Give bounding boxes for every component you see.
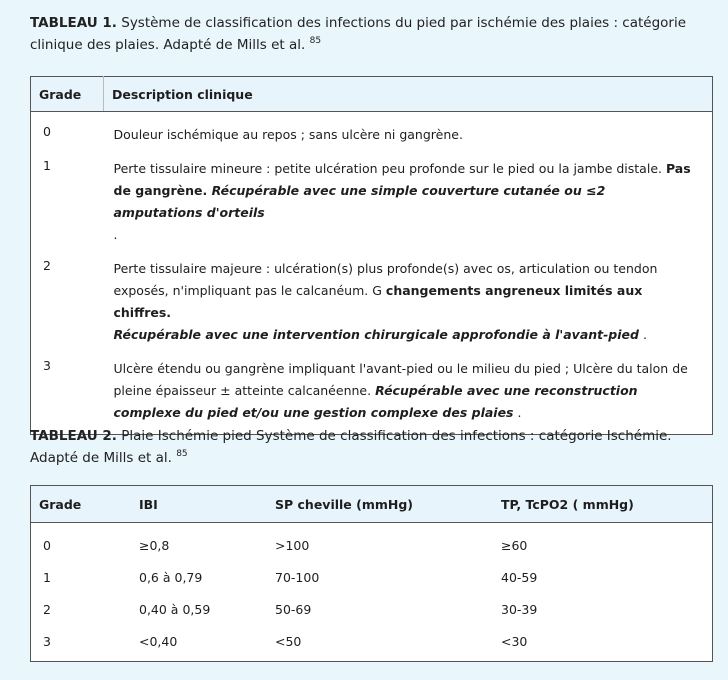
table-row	[31, 346, 713, 435]
tp-cell: <30	[501, 633, 528, 649]
table1-caption-label: TABLEAU 1.	[30, 15, 117, 31]
table-row	[31, 561, 713, 593]
description-bold: Pas de gangrène.	[113, 161, 691, 198]
tp-cell: 30-39	[501, 601, 538, 617]
description-tail: .	[113, 227, 118, 242]
grade-cell: 1	[43, 158, 51, 173]
description-cell	[104, 146, 713, 246]
grade-cell: 2	[43, 258, 51, 273]
table1-header-row	[31, 77, 713, 112]
grade-cell: 0	[43, 537, 51, 553]
tp-cell: ≥60	[501, 537, 528, 553]
table1-header-description: Description clinique	[104, 77, 713, 112]
table1-caption-text: Système de classification des infections du pied par ischémie des plaies : catégorie clinique des plaies. Adapté de Mills et al.	[30, 15, 687, 53]
description-text: Perte tissulaire mineure : petite ulcération peu profonde sur le pied ou la jambe distale.	[113, 161, 666, 176]
sp-cell: 70-100	[275, 569, 320, 585]
sp-cell: <50	[275, 633, 302, 649]
description-tail: .	[513, 405, 522, 420]
description-bold: changements angreneux limités aux chiffres.	[113, 283, 643, 320]
table-row	[31, 625, 713, 662]
ibi-cell: ≥0,8	[139, 537, 170, 553]
table2-header-grade: Grade	[31, 486, 126, 523]
grade-cell: 2	[43, 601, 51, 617]
description-cell	[104, 346, 713, 435]
table1-header-grade: Grade	[31, 77, 104, 112]
table2-header-row	[31, 486, 713, 523]
table2-ischemia-category	[30, 485, 713, 662]
ibi-cell: <0,40	[139, 633, 178, 649]
table-row	[31, 523, 713, 562]
ibi-cell: 0,6 à 0,79	[139, 569, 203, 585]
description-bold-italic: Récupérable avec une reconstruction complexe du pied et/ou une gestion complexe des plaies	[113, 383, 638, 420]
table2-header-sp-ankle: SP cheville (mmHg)	[267, 486, 493, 523]
table2-caption-text: Plaie Ischémie pied Système de classification des infections : catégorie Ischémie. Adapté de Mills et al.	[30, 428, 672, 466]
ibi-cell: 0,40 à 0,59	[139, 601, 211, 617]
table-row	[31, 593, 713, 625]
table2-caption-ref: 85	[176, 448, 188, 459]
table-row	[31, 112, 713, 147]
description-tail: .	[638, 327, 647, 342]
table-row	[31, 246, 713, 346]
table-row	[31, 146, 713, 246]
table2-caption	[30, 425, 720, 469]
grade-cell: 1	[43, 569, 51, 585]
tp-cell: 40-59	[501, 569, 538, 585]
grade-cell: 3	[43, 358, 51, 373]
description-text: Perte tissulaire majeure : ulcération(s) plus profonde(s) avec os, articulation ou tendon exposés, n'impliquant pas le calcanéum. G	[113, 261, 658, 298]
grade-cell: 3	[43, 633, 51, 649]
description-cell	[104, 246, 713, 346]
description-cell	[104, 112, 713, 147]
sp-cell: 50-69	[275, 601, 312, 617]
sp-cell: >100	[275, 537, 310, 553]
table1-clinical-category	[30, 76, 713, 435]
table1-caption-ref: 85	[309, 35, 322, 46]
description-text: Ulcère étendu ou gangrène impliquant l'avant-pied ou le milieu du pied ; Ulcère du talon de pleine épaisseur ± atteinte calcanéenne.	[113, 361, 688, 398]
grade-cell: 0	[43, 124, 51, 139]
table2-header-tp-tcpo2: TP, TcPO2 ( mmHg)	[493, 486, 713, 523]
description-bold-italic: Récupérable avec une intervention chirurgicale approfondie à l'avant-pied	[113, 327, 639, 342]
description-text: Douleur ischémique au repos ; sans ulcère ni gangrène.	[113, 127, 463, 142]
table1-caption	[30, 12, 720, 56]
table2-header-ibi: IBI	[125, 486, 267, 523]
table2-caption-label: TABLEAU 2.	[30, 428, 117, 444]
description-bold-italic: Récupérable avec une simple couverture cutanée ou ≤2 amputations d'orteils	[113, 183, 606, 220]
